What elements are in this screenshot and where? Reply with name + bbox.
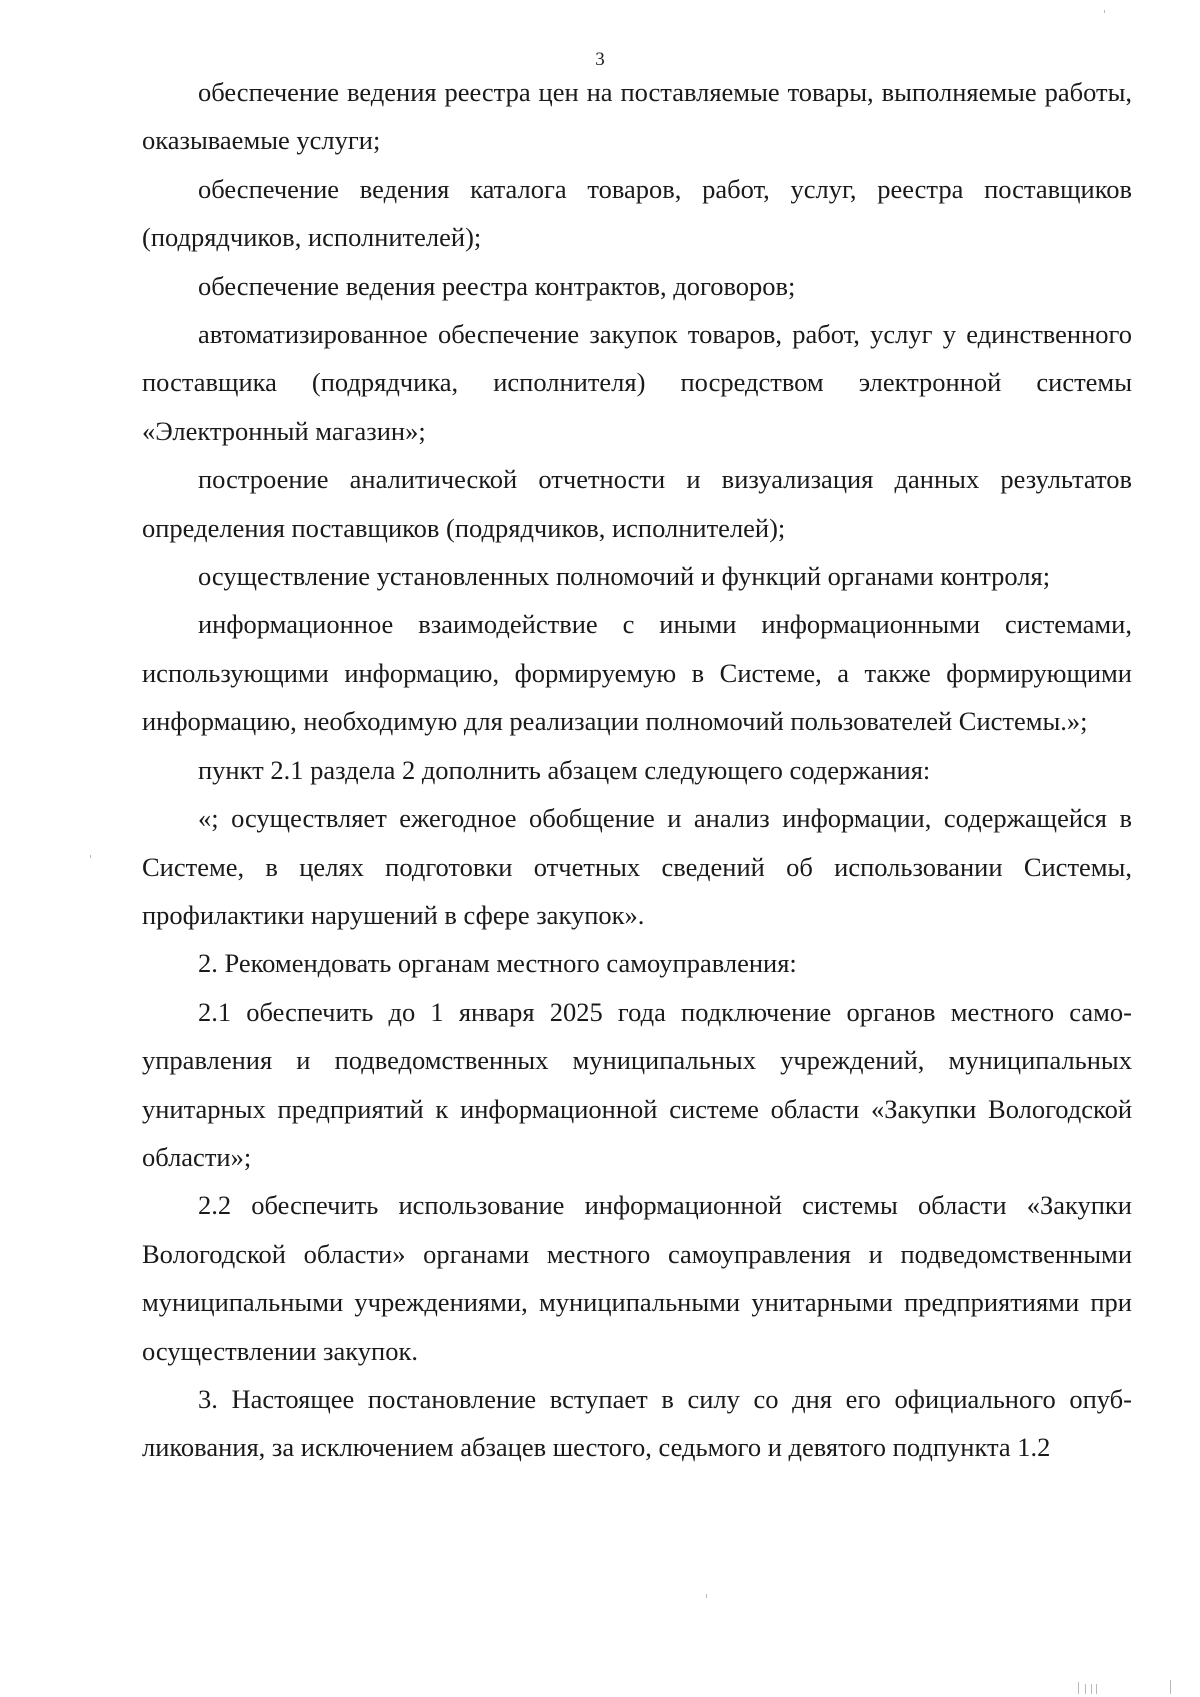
paragraph-recommendation: 2. Рекомендовать органам местного самоуправления: bbox=[198, 948, 797, 979]
scan-artifact bbox=[1096, 1684, 1097, 1694]
paragraph-amendment-intro: пункт 2.1 раздела 2 дополнить абзацем следующего содержания: bbox=[198, 754, 931, 785]
scan-artifact bbox=[90, 855, 91, 858]
paragraph-amendment-text: «; осуществляет ежегодное обобщение и анализ информации, содержащейся в Системе, в целях подготовки отчетных сведений об использовании Системы, профилактики нарушений в сфере закупок». bbox=[142, 803, 1132, 930]
page-number: 3 bbox=[595, 49, 605, 70]
document-body bbox=[142, 68, 1132, 1472]
paragraph-analytics: построение аналитической отчетности и визуализация данных результатов определения поставщиков (подрядчиков, исполнителей); bbox=[142, 464, 1132, 543]
scan-artifact bbox=[1170, 1680, 1171, 1694]
paragraph-interaction: информационное взаимодействие с иными информационными системами, использующими информацию, формируемую в Системе, а также формирующими информацию, необходимую для реализации полномочий пользователей Системы.»; bbox=[142, 609, 1132, 737]
scan-artifact bbox=[1091, 1684, 1092, 1694]
scan-artifact bbox=[1104, 10, 1105, 13]
paragraph-e-shop: автоматизированное обеспечение закупок товаров, работ, услуг у единственного поставщика (подрядчика, исполнителя) посредством электронной системы «Электронный магазин»; bbox=[142, 319, 1132, 446]
scan-artifact bbox=[706, 1594, 707, 1598]
scan-artifact bbox=[1085, 1684, 1086, 1694]
paragraph-item-2-2: 2.2 обеспечить использование информационной системы области «Закупки Вологодской области» органами местного самоуправления и подведомственными муниципальными учреждениями, муниципальными унитарными предприятиями при осуществлении закупок. bbox=[142, 1190, 1132, 1366]
paragraph-item-3: 3. Настоящее постановление вступает в силу со дня его официального опубликования, за исключением абзацев шестого, седьмого и девятого подпункта 1.2 bbox=[142, 1383, 1132, 1463]
scan-artifact bbox=[1078, 1682, 1079, 1694]
paragraph-control: осуществление установленных полномочий и функций органами контроля; bbox=[198, 561, 1051, 592]
paragraph-contracts-registry: обеспечение ведения реестра контрактов, договоров; bbox=[198, 270, 796, 301]
paragraph-item-2-1: 2.1 обеспечить до 1 января 2025 года подключение органов местного самоуправления и подведомственных муниципальных учреждений, муниципальных унитарных предприятий к информационной системе области «Закупки Вологодской области»; bbox=[142, 996, 1132, 1172]
paragraph-catalog: обеспечение ведения каталога товаров, работ, услуг, реестра поставщиков (подрядчиков, исполнителей); bbox=[142, 173, 1132, 253]
paragraph-price-registry: обеспечение ведения реестра цен на поставляемые товары, выполняемые работы, оказываемые услуги; bbox=[142, 77, 1132, 156]
